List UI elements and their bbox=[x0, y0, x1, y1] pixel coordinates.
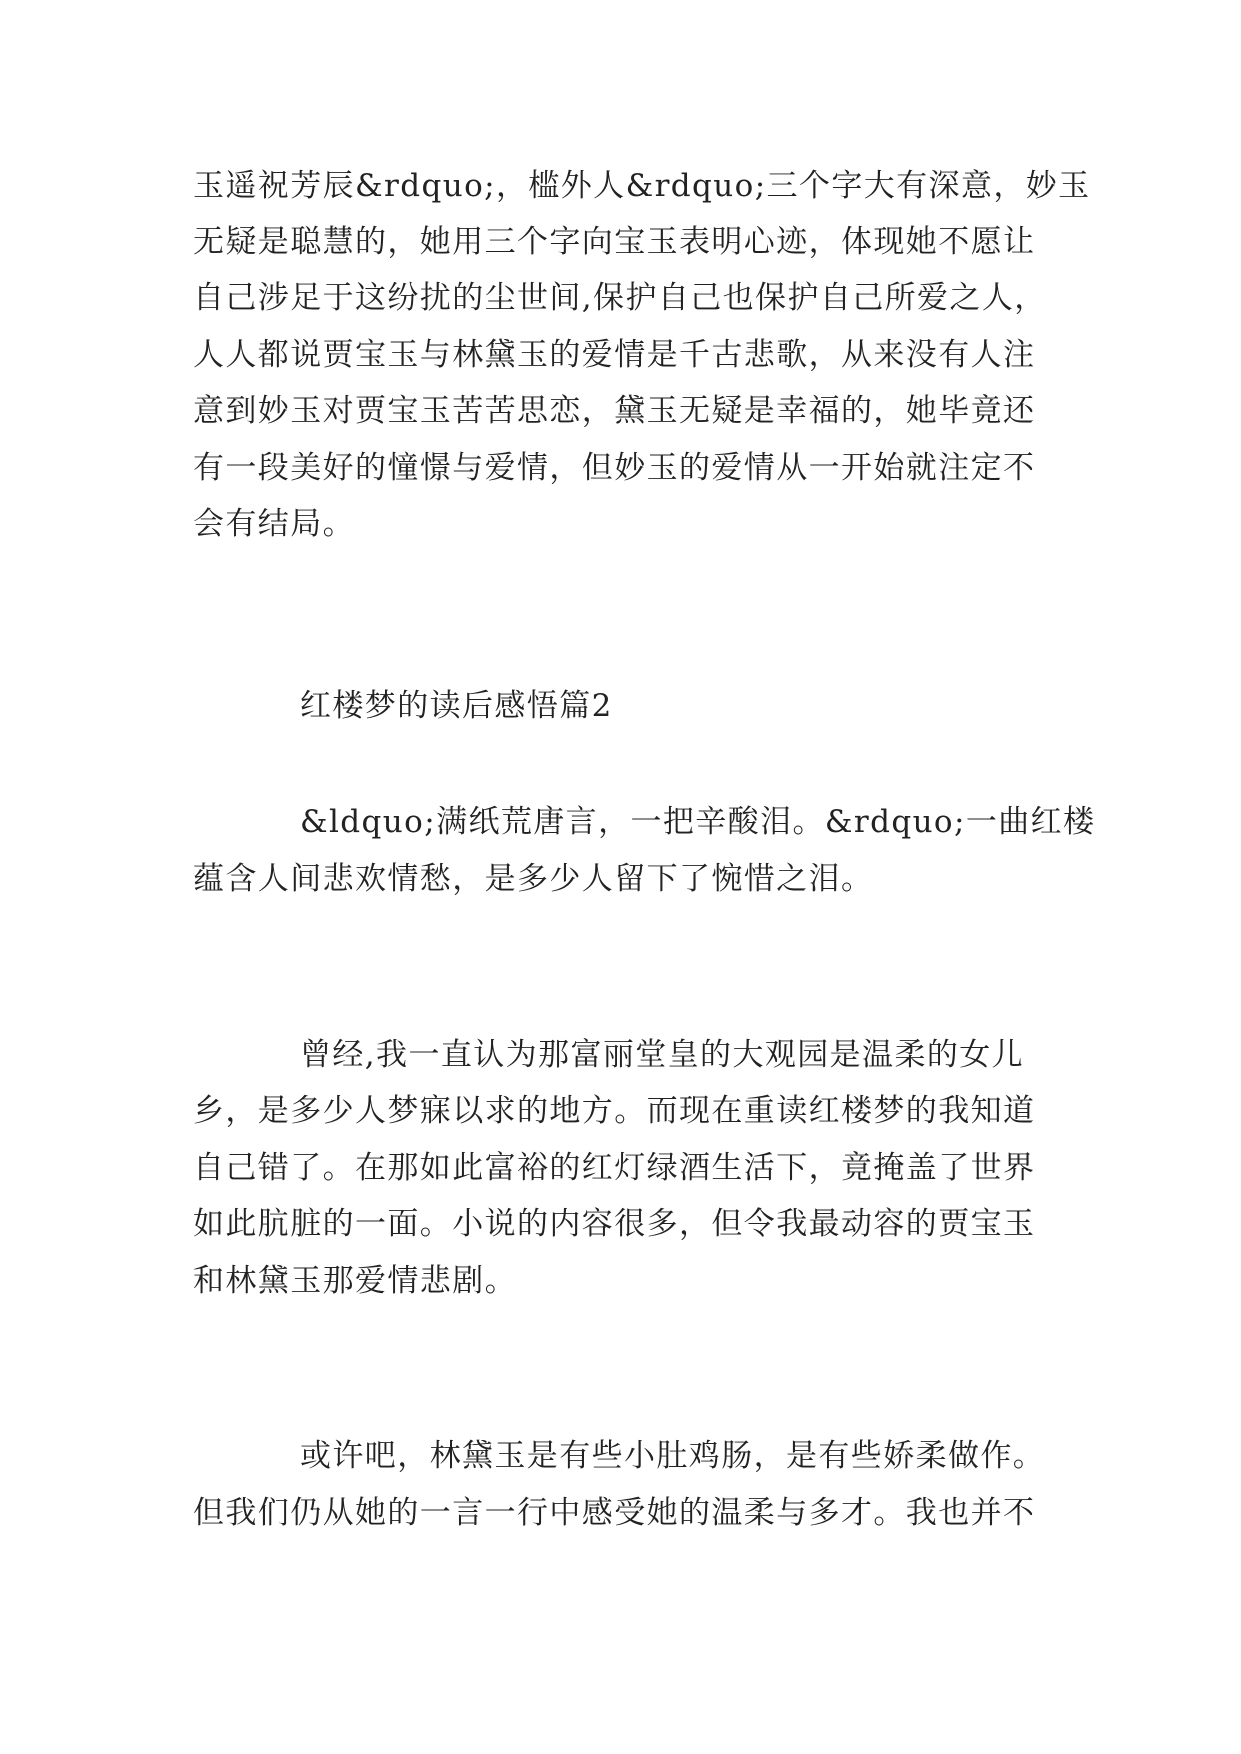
paragraph-line: 人人都说贾宝玉与林黛玉的爱情是千古悲歌，从来没有人注 bbox=[193, 337, 1036, 373]
paragraph-line: 自己涉足于这纷扰的尘世间,保护自己也保护自己所爱之人， bbox=[193, 280, 1047, 316]
paragraph-line: 玉遥祝芳辰&rdquo;，槛外人&rdquo;三个字大有深意，妙玉 bbox=[193, 168, 1091, 204]
paragraph-line: 意到妙玉对贾宝玉苦苦思恋，黛玉无疑是幸福的，她毕竟还 bbox=[193, 393, 1036, 429]
paragraph-line: 或许吧，林黛玉是有些小肚鸡肠，是有些娇柔做作。 bbox=[300, 1438, 1046, 1474]
paragraph-line: 但我们仍从她的一言一行中感受她的温柔与多才。我也并不 bbox=[193, 1495, 1036, 1531]
paragraph-line: 蕴含人间悲欢情愁，是多少人留下了惋惜之泪。 bbox=[193, 861, 874, 897]
paragraph-line: 会有结局。 bbox=[193, 506, 355, 542]
paragraph-line: 曾经,我一直认为那富丽堂皇的大观园是温柔的女儿 bbox=[300, 1037, 1025, 1073]
paragraph-line: 乡，是多少人梦寐以求的地方。而现在重读红楼梦的我知道 bbox=[193, 1093, 1036, 1129]
section-heading: 红楼梦的读后感悟篇2 bbox=[300, 688, 613, 724]
paragraph-line: 有一段美好的憧憬与爱情，但妙玉的爱情从一开始就注定不 bbox=[193, 450, 1036, 486]
paragraph-line: 自己错了。在那如此富裕的红灯绿酒生活下，竟掩盖了世界 bbox=[193, 1150, 1036, 1186]
paragraph-line: 无疑是聪慧的，她用三个字向宝玉表明心迹，体现她不愿让 bbox=[193, 224, 1036, 260]
paragraph-line: 和林黛玉那爱情悲剧。 bbox=[193, 1263, 517, 1299]
paragraph-line: 如此肮脏的一面。小说的内容很多，但令我最动容的贾宝玉 bbox=[193, 1206, 1036, 1242]
paragraph-line: &ldquo;满纸荒唐言，一把辛酸泪。&rdquo;一曲红楼 bbox=[300, 804, 1096, 840]
